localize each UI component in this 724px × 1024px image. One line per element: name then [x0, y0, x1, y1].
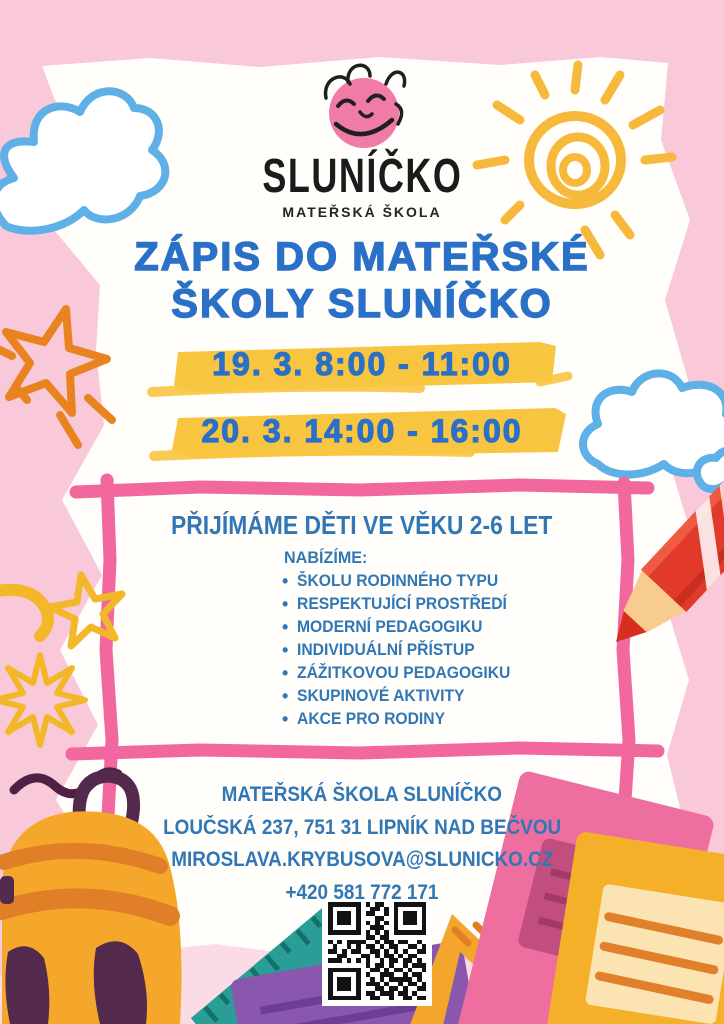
contact-phone: +420 581 772 171 [285, 880, 439, 904]
offer-list [282, 570, 522, 731]
enrollment-date-1: 19. 3. 8:00 - 11:00 [212, 346, 512, 382]
logo-subtitle: MATEŘSKÁ ŠKOLA [282, 204, 442, 220]
offer-item: • MODERNÍ PEDAGOGIKU [282, 616, 522, 639]
contact-block [0, 779, 724, 909]
offer-item: • SKUPINOVÉ AKTIVITY [282, 685, 522, 708]
offer-item: • ŠKOLU RODINNÉHO TYPU [282, 570, 522, 593]
contact-school-name: MATEŘSKÁ ŠKOLA SLUNÍČKO [221, 783, 503, 806]
offer-item: • ZÁŽITKOVOU PEDAGOGIKU [282, 662, 522, 685]
poster-title-line1: ZÁPIS DO MATEŘSKÉ [134, 235, 590, 279]
offer-item: • AKCE PRO RODINY [282, 708, 522, 731]
offer-item: • INDIVIDUÁLNÍ PŘÍSTUP [282, 639, 522, 662]
info-box-subheading: NABÍZÍME: [284, 548, 368, 567]
poster-title [0, 234, 724, 328]
enrollment-date-2: 20. 3. 14:00 - 16:00 [201, 413, 523, 449]
info-box-heading: PŘIJÍMÁME DĚTI VE VĚKU 2-6 LET [171, 510, 553, 540]
offer-item: • RESPEKTUJÍCÍ PROSTŘEDÍ [282, 593, 522, 616]
logo-wordmark: SLUNÍČKO [261, 150, 462, 203]
contact-address: LOUČSKÁ 237, 751 31 LIPNÍK NAD BEČVOU [162, 815, 562, 839]
contact-email: MIROSLAVA.KRYBUSOVA@SLUNICKO.CZ [170, 848, 554, 871]
poster-title-line2: ŠKOLY SLUNÍČKO [171, 282, 553, 326]
qr-code [322, 896, 432, 1006]
